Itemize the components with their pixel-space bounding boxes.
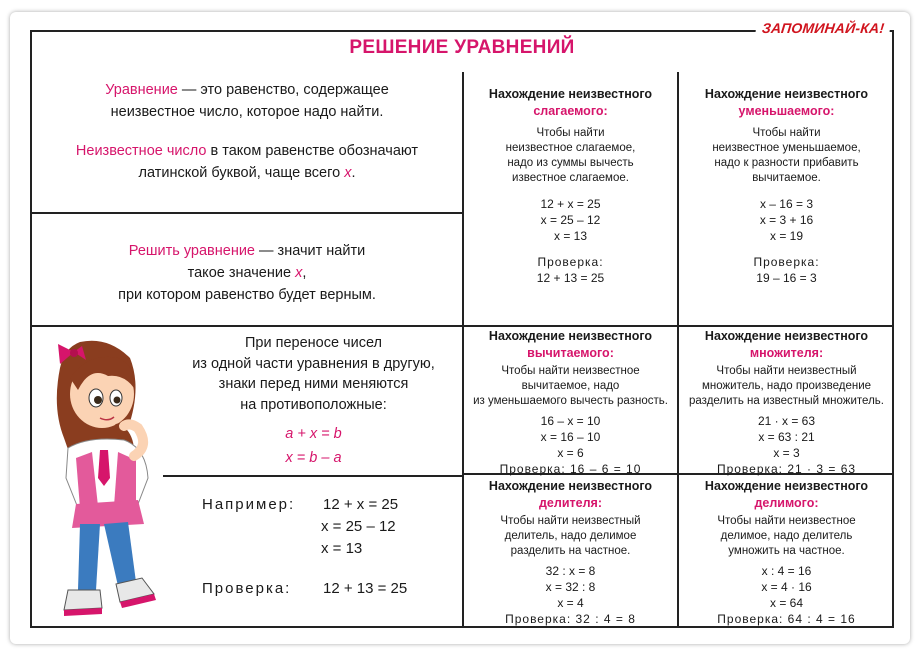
card-rule: Чтобы найти: [536, 127, 605, 139]
unknown-line2-post: .: [351, 165, 356, 181]
transfer-line: знаки перед ними меняются: [218, 376, 409, 392]
card-head: Нахождение неизвестного: [704, 87, 869, 101]
card-eq: 16 – x = 10: [540, 414, 601, 428]
brand-logo: ЗАПОМИНАЙ-КА!: [755, 20, 891, 36]
card-rule: Чтобы найти: [752, 127, 821, 139]
card-eq: x = 25 – 12: [540, 213, 601, 227]
card-rule: неизвестное слагаемое,: [505, 142, 636, 154]
card-check-label: Проверка:: [537, 255, 604, 269]
definition-unknown: [32, 140, 462, 184]
card-check: 19 – 16 = 3: [756, 271, 817, 285]
card-eq: x = 3: [773, 446, 800, 460]
unknown-rest: в таком равенстве обозначают: [206, 143, 419, 159]
card-head: Нахождение неизвестного: [488, 329, 653, 343]
solve-term: Решить уравнение: [128, 243, 255, 259]
card-rule: Чтобы найти неизвестный: [500, 515, 641, 527]
card-sub: уменьшаемого:: [738, 104, 835, 118]
card-eq: x = 16 – 10: [540, 430, 601, 444]
card-sub: множителя:: [749, 346, 824, 360]
transfer-formula-1: a + x = b: [285, 426, 342, 442]
card-head: Нахождение неизвестного: [488, 479, 653, 493]
card-divisor: [464, 478, 677, 627]
example-check-value: 12 + 13 = 25: [323, 580, 408, 597]
card-eq: x – 16 = 3: [759, 197, 814, 211]
card-sub: вычитаемого:: [527, 346, 614, 360]
card-dividend: [679, 478, 894, 627]
card-eq: x = 19: [769, 229, 804, 243]
card-eq: x = 64: [769, 596, 804, 610]
card-rule: надо из суммы вычесть: [507, 157, 634, 169]
transfer-line: из одной части уравнения в другую,: [192, 355, 435, 372]
card-rule: известное слагаемое.: [512, 172, 629, 184]
card-eq: x = 3 + 16: [759, 213, 814, 227]
example-label: Например:: [202, 496, 296, 513]
card-rule: неизвестное уменьшаемое,: [712, 142, 861, 154]
card-check: Проверка: 16 – 6 = 10: [499, 462, 642, 476]
girl-illustration-icon: [38, 328, 168, 623]
card-eq: x = 32 : 8: [545, 580, 596, 594]
card-eq: 21 · x = 63: [757, 414, 816, 428]
card-rule: делитель, надо делимое: [504, 530, 637, 542]
solve-var: x: [295, 265, 303, 281]
equation-line2: неизвестное число, которое надо найти.: [110, 104, 384, 120]
card-eq: 32 : x = 8: [545, 564, 596, 578]
card-rule: умножить на частное.: [728, 545, 845, 557]
card-factor: [679, 328, 894, 477]
card-eq: x : 4 = 16: [761, 564, 812, 578]
card-rule: Чтобы найти неизвестное: [501, 365, 640, 377]
example-check-label: Проверка:: [202, 580, 292, 597]
solve-line2-post: ,: [302, 265, 307, 281]
unknown-line2: латинской буквой, чаще всего: [138, 165, 345, 181]
equation-rest: — это равенство, содержащее: [177, 82, 389, 98]
card-check: 12 + 13 = 25: [536, 271, 605, 285]
card-head: Нахождение неизвестного: [488, 87, 653, 101]
card-rule: разделить на известный множитель.: [689, 395, 884, 407]
transfer-rule: [165, 333, 462, 415]
equation-term: Уравнение: [105, 82, 178, 98]
solve-rest: — значит найти: [255, 243, 366, 259]
card-check-label: Проверка:: [753, 255, 820, 269]
definition-solve: [32, 240, 462, 306]
card-eq: x = 13: [553, 229, 588, 243]
card-rule: Чтобы найти неизвестное: [717, 515, 856, 527]
transfer-formula-2: x = b – a: [285, 450, 342, 466]
solve-line2: такое значение: [187, 265, 296, 281]
page-title: РЕШЕНИЕ УРАВНЕНИЙ: [349, 37, 575, 58]
card-rule: из уменьшаемого вычесть разность.: [473, 395, 668, 407]
card-rule: множитель, надо произведение: [701, 380, 872, 392]
card-rule: надо к разности прибавить: [714, 157, 859, 169]
solve-line3: при котором равенство будет верным.: [118, 287, 376, 303]
unknown-term: Неизвестное число: [75, 143, 207, 159]
card-sub: делимого:: [754, 496, 819, 510]
transfer-line: При переносе чисел: [244, 335, 383, 351]
card-eq: x = 6: [557, 446, 584, 460]
card-eq: x = 63 : 21: [758, 430, 815, 444]
card-eq: 12 + x = 25: [540, 197, 601, 211]
card-check: Проверка: 21 · 3 = 63: [716, 462, 857, 476]
divider-left-mid: [30, 212, 462, 214]
card-rule: разделить на частное.: [510, 545, 631, 557]
card-rule: Чтобы найти неизвестный: [716, 365, 857, 377]
card-rule: делимое, надо делитель: [720, 530, 853, 542]
card-minuend: [679, 86, 894, 286]
card-sub: делителя:: [539, 496, 602, 510]
example-eq2: x = 25 – 12: [321, 518, 396, 535]
card-addend: [464, 86, 677, 286]
example-eq3: x = 13: [321, 540, 363, 557]
transfer-line: на противоположные:: [240, 396, 387, 413]
card-sub: слагаемого:: [533, 104, 608, 118]
card-head: Нахождение неизвестного: [704, 479, 869, 493]
card-head: Нахождение неизвестного: [704, 329, 869, 343]
divider-example: [163, 475, 462, 477]
card-rule: вычитаемое, надо: [521, 380, 620, 392]
example-eq1: 12 + x = 25: [323, 496, 399, 513]
card-eq: x = 4 · 16: [761, 580, 812, 594]
card-check: Проверка: 32 : 4 = 8: [505, 612, 636, 626]
unknown-var: x: [344, 165, 352, 181]
definition-equation: [32, 79, 462, 123]
card-rule: вычитаемое.: [752, 172, 821, 184]
card-eq: x = 4: [557, 596, 584, 610]
card-check: Проверка: 64 : 4 = 16: [717, 612, 856, 626]
card-subtrahend: [464, 328, 677, 477]
